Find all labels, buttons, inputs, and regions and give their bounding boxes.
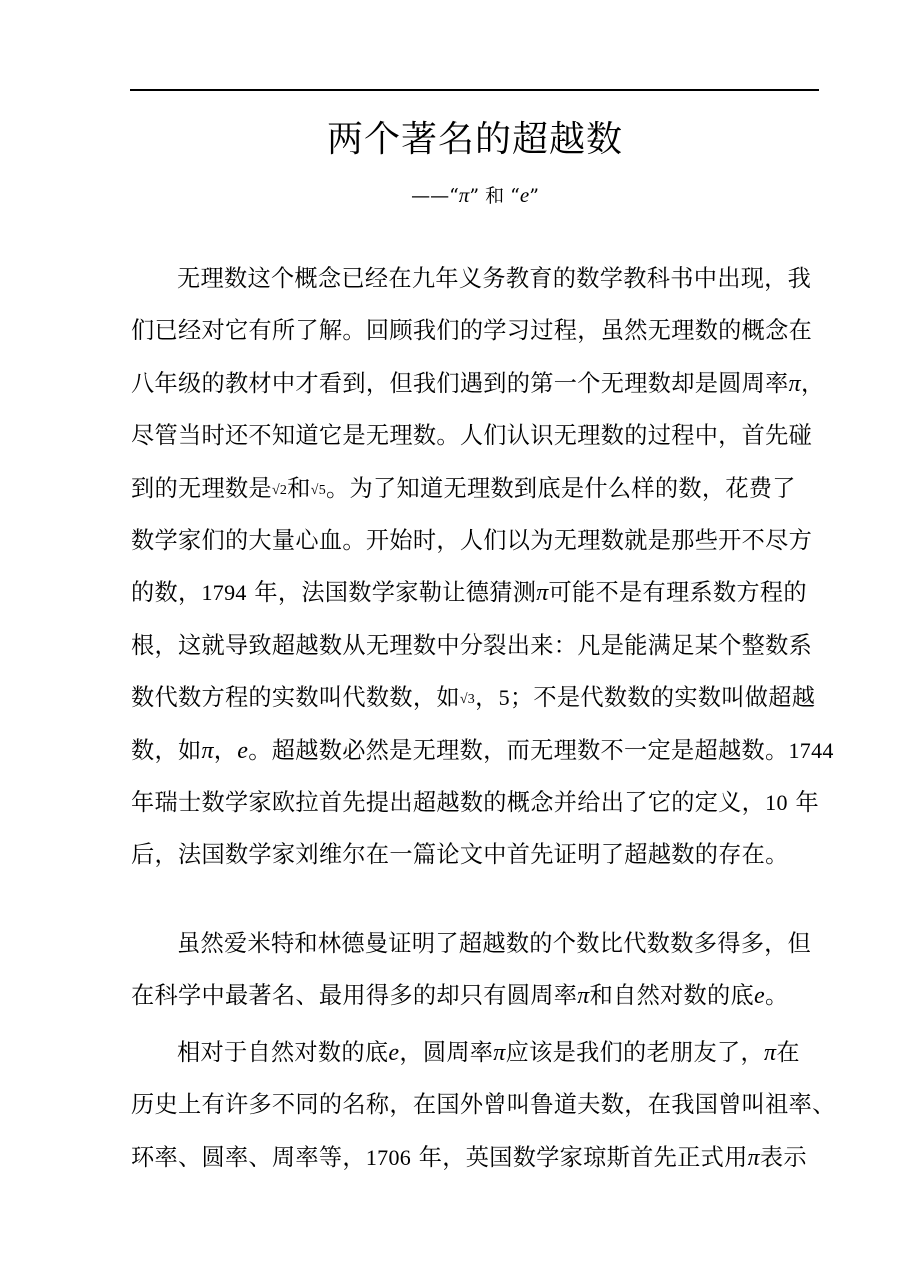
text-run: 数代数方程的实数叫代数数，如 bbox=[131, 684, 460, 712]
text-run: 数学家们的大量心血。开始时，人们以为无理数就是那些开不尽方 bbox=[131, 526, 813, 554]
text-line bbox=[131, 567, 821, 619]
text-run: 历史上有许多不同的名称，在国外曾叫鲁道夫数，在我国曾叫祖率、 bbox=[131, 1091, 836, 1119]
sqrt-5-text: √5 bbox=[310, 482, 327, 498]
text-line bbox=[131, 463, 821, 515]
text-line bbox=[131, 777, 821, 829]
text-run: 和 bbox=[287, 474, 311, 502]
text-run: 们已经对它有所了解。回顾我们的学习过程，虽然无理数的概念在 bbox=[131, 317, 813, 345]
text-run: 在科学中最著名、最用得多的却只有圆周率 bbox=[131, 982, 578, 1010]
pi-symbol: π bbox=[764, 1040, 777, 1066]
text-run: 和自然对数的底 bbox=[589, 982, 755, 1010]
e-symbol: e bbox=[754, 983, 765, 1010]
text-run: 虽然爱米特和林德曼证明了超越数的个数比代数数多得多，但 bbox=[177, 930, 812, 957]
text-line bbox=[131, 515, 821, 567]
page-title: 两个著名的超越数 bbox=[326, 119, 623, 160]
pi-symbol: π bbox=[747, 1144, 760, 1171]
subtitle-quote-open-2: “ bbox=[510, 185, 520, 207]
subtitle-e: e bbox=[519, 183, 530, 207]
text-run: 尽管当时还不知道它是无理数。人们认识无理数的过程中，首先碰 bbox=[131, 422, 813, 450]
text-line bbox=[131, 1027, 821, 1079]
text-line bbox=[131, 829, 821, 881]
text-run: 年，英国数学家琼斯首先正式用 bbox=[411, 1143, 748, 1171]
text-run: 数，如 bbox=[131, 736, 202, 764]
text-run: 的数， bbox=[131, 579, 202, 607]
paragraph-2 bbox=[131, 918, 821, 1023]
text-run: 年 bbox=[787, 788, 819, 816]
subtitle-and: 和 bbox=[485, 185, 505, 207]
e-symbol: e bbox=[237, 737, 249, 764]
paragraph-3 bbox=[131, 1027, 836, 1184]
pi-symbol: π bbox=[201, 737, 214, 764]
number-10: 10 bbox=[765, 789, 788, 815]
text-run: 根，这就导致超越数从无理数中分裂出来：凡是能满足某个整数系 bbox=[131, 631, 813, 659]
text-run: ， bbox=[800, 369, 825, 397]
subtitle-quote-open-1: “ bbox=[449, 185, 459, 207]
text-run: 后，法国数学家刘维尔在一篇论文中首先证明了超越数的存在。 bbox=[131, 841, 789, 869]
text-run: 到的无理数是 bbox=[131, 474, 272, 502]
text-line bbox=[131, 970, 821, 1022]
subtitle-pi: π bbox=[458, 183, 470, 207]
year-1794: 1794 bbox=[201, 580, 247, 606]
text-run: ；不是代数数的实数叫做超越 bbox=[509, 684, 816, 712]
text-line bbox=[131, 620, 821, 672]
pi-symbol: π bbox=[536, 580, 549, 607]
year-1706: 1706 bbox=[365, 1144, 412, 1170]
header-rule bbox=[130, 89, 819, 91]
text-run: 无理数这个概念已经在九年义务教育的数学教科书中出现，我 bbox=[177, 265, 812, 292]
text-line bbox=[131, 253, 821, 305]
text-run: 年瑞士数学家欧拉首先提出超越数的概念并给出了它的定义， bbox=[131, 788, 766, 816]
text-run: 可能不是有理系数方程的 bbox=[548, 579, 807, 607]
subtitle-quote-close-2: ” bbox=[529, 185, 539, 207]
text-run: ， bbox=[475, 684, 499, 712]
pi-symbol: π bbox=[493, 1040, 506, 1066]
text-line bbox=[131, 1132, 821, 1184]
sqrt-3-formula bbox=[460, 674, 475, 726]
text-line bbox=[131, 725, 834, 777]
e-symbol: e bbox=[388, 1040, 400, 1066]
text-run: 在 bbox=[776, 1039, 800, 1066]
text-run: 。为了知道无理数到底是什么样的数，花费了 bbox=[326, 474, 796, 502]
year-1744: 1744 bbox=[788, 737, 834, 763]
pi-symbol: π bbox=[788, 370, 801, 397]
text-line bbox=[131, 918, 821, 970]
sqrt-2-text: √2 bbox=[271, 482, 288, 498]
text-run: 。超越数必然是无理数，而无理数不一定是超越数。 bbox=[248, 736, 789, 764]
sqrt-3-text: √3 bbox=[459, 692, 476, 708]
text-run: 八年级的教材中才看到，但我们遇到的第一个无理数却是圆周率 bbox=[131, 369, 789, 397]
text-run: 环率、圆率、周率等， bbox=[131, 1143, 366, 1171]
paragraph-1 bbox=[131, 253, 834, 882]
number-5: 5 bbox=[498, 685, 510, 711]
text-line bbox=[131, 305, 821, 357]
sqrt-5-formula bbox=[311, 465, 326, 517]
text-line bbox=[131, 358, 825, 410]
text-run: 年，法国数学家勒让德猜测 bbox=[246, 579, 537, 607]
text-run: 表示 bbox=[759, 1143, 807, 1171]
subtitle-dash: —— bbox=[411, 185, 450, 207]
text-line bbox=[131, 672, 821, 724]
text-line bbox=[131, 1079, 836, 1131]
text-run: ，圆周率 bbox=[399, 1039, 494, 1066]
subtitle-quote-close-1: ” bbox=[469, 185, 480, 207]
pi-symbol: π bbox=[577, 983, 590, 1010]
page-subtitle bbox=[0, 180, 920, 211]
text-run: 相对于自然对数的底 bbox=[177, 1039, 389, 1066]
text-line bbox=[131, 410, 821, 462]
text-run: ， bbox=[213, 736, 238, 764]
sqrt-2-formula bbox=[272, 465, 287, 517]
text-run: 应该是我们的老朋友了， bbox=[505, 1039, 764, 1066]
text-run: 。 bbox=[764, 982, 789, 1010]
